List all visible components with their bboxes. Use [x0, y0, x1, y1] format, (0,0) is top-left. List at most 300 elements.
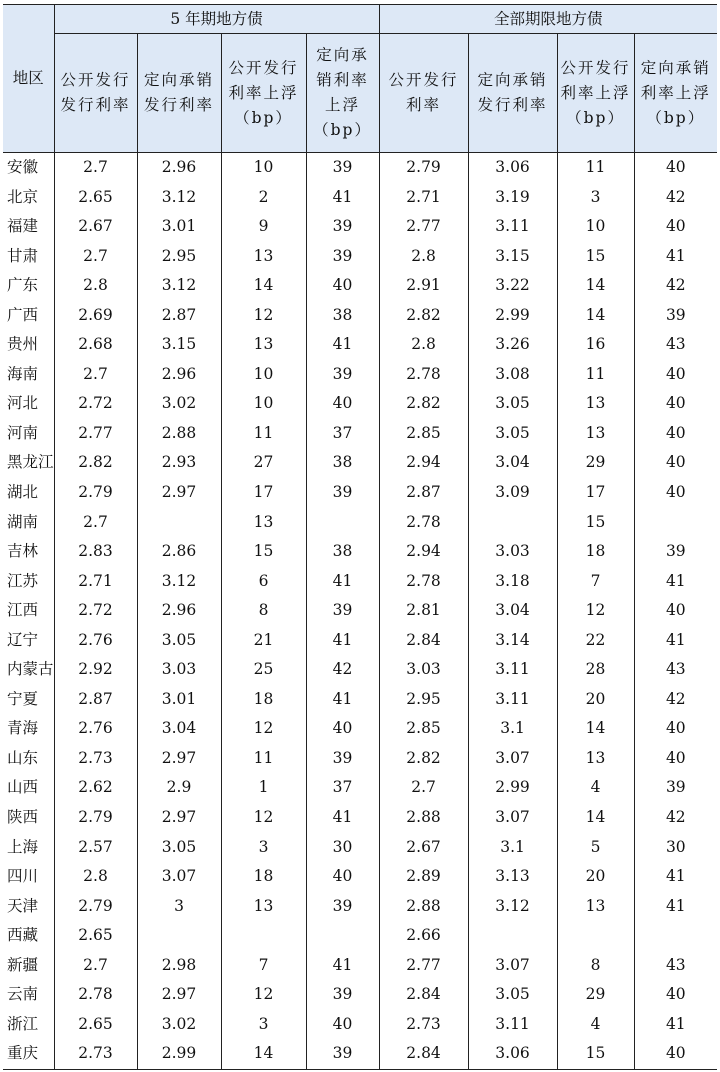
- value-cell: 2.82: [379, 389, 468, 419]
- value-cell: 2.57: [54, 833, 137, 863]
- value-cell: 3.14: [468, 626, 557, 656]
- value-cell: [306, 921, 379, 951]
- value-cell: 2.85: [379, 714, 468, 744]
- value-cell: 18: [557, 537, 634, 567]
- value-cell: 18: [221, 862, 306, 892]
- value-cell: [468, 508, 557, 538]
- value-cell: 2.87: [54, 685, 137, 715]
- value-cell: 3.09: [468, 478, 557, 508]
- value-cell: [137, 508, 221, 538]
- value-cell: [468, 921, 557, 951]
- region-cell: 湖北: [3, 478, 54, 508]
- value-cell: 13: [557, 419, 634, 449]
- value-cell: 2.66: [379, 921, 468, 951]
- value-cell: 7: [221, 951, 306, 981]
- region-cell: 安徽: [3, 153, 54, 183]
- value-cell: 3.07: [468, 744, 557, 774]
- region-cell: 江苏: [3, 567, 54, 597]
- value-cell: 7: [557, 567, 634, 597]
- value-cell: 3.26: [468, 330, 557, 360]
- value-cell: 5: [557, 833, 634, 863]
- value-cell: 2.7: [54, 242, 137, 272]
- region-cell: 重庆: [3, 1039, 54, 1069]
- value-cell: 37: [306, 419, 379, 449]
- value-cell: [634, 508, 717, 538]
- column-header-line: 定向承销: [477, 71, 548, 89]
- value-cell: 41: [665, 571, 686, 590]
- value-cell: 29: [557, 980, 634, 1010]
- value-cell: 2.73: [54, 744, 137, 774]
- value-cell: 3.1: [468, 833, 557, 863]
- value-cell: 2.93: [137, 448, 221, 478]
- value-cell: 3: [221, 833, 306, 863]
- value-cell: 3.06: [468, 1039, 557, 1069]
- value-cell: 2.79: [54, 478, 137, 508]
- table-body: [3, 153, 717, 1070]
- table-row: [3, 360, 717, 390]
- value-cell: 40: [665, 601, 686, 620]
- table-row: [3, 1010, 717, 1040]
- value-cell: 2.97: [137, 803, 221, 833]
- table-row: [3, 183, 717, 213]
- value-cell: 40: [306, 1010, 379, 1040]
- column-header-5: [379, 34, 468, 153]
- value-cell: 42: [665, 689, 686, 708]
- value-cell: 3.12: [137, 271, 221, 301]
- value-cell: 2: [221, 183, 306, 213]
- value-cell: 3.02: [137, 1010, 221, 1040]
- column-header-text: [380, 68, 468, 118]
- value-cell: 30: [665, 837, 686, 856]
- value-cell: 20: [557, 685, 634, 715]
- value-cell: 2.84: [379, 626, 468, 656]
- value-cell: 3.03: [137, 655, 221, 685]
- value-cell: 2.69: [54, 301, 137, 331]
- column-header-line: 利率上浮: [560, 83, 631, 102]
- value-cell: 3.01: [137, 685, 221, 715]
- value-cell: 27: [221, 448, 306, 478]
- region-cell: 福建: [3, 212, 54, 242]
- value-cell: 2.72: [54, 389, 137, 419]
- table-row: [3, 212, 717, 242]
- value-cell: 2.95: [137, 242, 221, 272]
- table-row: [3, 419, 717, 449]
- value-cell: 13: [557, 744, 634, 774]
- table-row: [3, 685, 717, 715]
- value-cell: 4: [557, 1010, 634, 1040]
- value-cell: 6: [221, 567, 306, 597]
- value-cell: 40: [634, 1039, 717, 1069]
- value-cell: 12: [221, 803, 306, 833]
- value-cell: 2.92: [54, 655, 137, 685]
- value-cell: 2.99: [468, 301, 557, 331]
- value-cell: 40: [665, 394, 686, 413]
- value-cell: 4: [557, 773, 634, 803]
- value-cell: [221, 921, 306, 951]
- column-header-1: [54, 34, 137, 153]
- value-cell: 41: [306, 626, 379, 656]
- table-row: [3, 567, 717, 597]
- table-row: [3, 508, 717, 538]
- value-cell: 2.8: [54, 862, 137, 892]
- value-cell: 2.88: [379, 892, 468, 922]
- column-header-text: [55, 68, 137, 118]
- value-cell: 39: [306, 744, 379, 774]
- value-cell: 2.68: [54, 330, 137, 360]
- value-cell: 3.07: [468, 951, 557, 981]
- value-cell: 2.87: [379, 478, 468, 508]
- value-cell: 2.82: [379, 744, 468, 774]
- value-cell: 12: [557, 596, 634, 626]
- value-cell: [306, 508, 379, 538]
- table-row: [3, 862, 717, 892]
- value-cell: 2.79: [54, 803, 137, 833]
- value-cell: 14: [557, 803, 634, 833]
- value-cell: 3.05: [468, 389, 557, 419]
- region-cell: 青海: [3, 714, 54, 744]
- value-cell: 3.1: [468, 714, 557, 744]
- table-row: [3, 655, 717, 685]
- value-cell: [634, 921, 717, 951]
- value-cell: 11: [557, 153, 634, 183]
- value-cell: 3.05: [468, 980, 557, 1010]
- column-header-line: 利率上浮: [228, 83, 299, 102]
- value-cell: 2.97: [137, 744, 221, 774]
- value-cell: 41: [665, 867, 686, 886]
- bond-rate-table-container: [3, 4, 717, 1070]
- value-cell: 17: [221, 478, 306, 508]
- value-cell: 2.73: [379, 1010, 468, 1040]
- value-cell: 42: [306, 655, 379, 685]
- value-cell: 38: [306, 537, 379, 567]
- value-cell: 14: [557, 714, 634, 744]
- value-cell: 2.78: [379, 508, 468, 538]
- value-cell: 2.88: [379, 803, 468, 833]
- column-header-line: （bp）: [313, 121, 372, 139]
- value-cell: 29: [557, 448, 634, 478]
- value-cell: 2.7: [54, 951, 137, 981]
- value-cell: 2.99: [468, 773, 557, 803]
- table-row: [3, 626, 717, 656]
- table-row: [3, 478, 717, 508]
- value-cell: 41: [306, 330, 379, 360]
- value-cell: 3.11: [468, 685, 557, 715]
- value-cell: 39: [306, 212, 379, 242]
- value-cell: 2.71: [54, 567, 137, 597]
- column-header-line: 定向承销: [640, 58, 711, 77]
- value-cell: 3: [137, 892, 221, 922]
- value-cell: 43: [665, 955, 686, 974]
- table-row: [3, 951, 717, 981]
- value-cell: 14: [557, 271, 634, 301]
- group-header-5yr: 5 年期地方债: [54, 5, 379, 34]
- value-cell: 2.98: [137, 951, 221, 981]
- value-cell: 2.7: [54, 360, 137, 390]
- value-cell: 11: [221, 744, 306, 774]
- region-cell: 贵州: [3, 330, 54, 360]
- column-header-6: [468, 34, 557, 153]
- value-cell: 22: [557, 626, 634, 656]
- value-cell: 2.94: [379, 537, 468, 567]
- value-cell: 2.65: [54, 921, 137, 951]
- value-cell: 39: [306, 596, 379, 626]
- value-cell: 40: [306, 389, 379, 419]
- value-cell: 37: [306, 773, 379, 803]
- value-cell: 13: [557, 892, 634, 922]
- region-cell: 山西: [3, 773, 54, 803]
- region-cell: 西藏: [3, 921, 54, 951]
- region-cell: 河南: [3, 419, 54, 449]
- value-cell: 15: [557, 1039, 634, 1069]
- value-cell: 2.86: [137, 537, 221, 567]
- column-header-line: 利率上浮: [640, 83, 711, 102]
- region-cell: 吉林: [3, 537, 54, 567]
- value-cell: [557, 921, 634, 951]
- column-header-line: 上浮: [325, 96, 361, 114]
- column-header-line: （bp）: [234, 108, 293, 127]
- region-cell: 内蒙古: [3, 655, 54, 685]
- value-cell: 2.62: [54, 773, 137, 803]
- value-cell: 40: [665, 748, 686, 767]
- value-cell: 3.11: [468, 212, 557, 242]
- value-cell: 2.8: [379, 330, 468, 360]
- value-cell: 30: [306, 833, 379, 863]
- value-cell: 3.04: [468, 596, 557, 626]
- value-cell: 3.18: [468, 567, 557, 597]
- value-cell: 3.01: [137, 212, 221, 242]
- region-cell: 宁夏: [3, 685, 54, 715]
- value-cell: 11: [221, 419, 306, 449]
- value-cell: 40: [665, 453, 686, 472]
- value-cell: 15: [557, 508, 634, 538]
- table-row: [3, 596, 717, 626]
- value-cell: 28: [557, 655, 634, 685]
- column-header-line: （bp）: [646, 108, 706, 127]
- value-cell: 10: [221, 360, 306, 390]
- value-cell: 13: [557, 389, 634, 419]
- value-cell: 2.7: [54, 153, 137, 183]
- value-cell: 41: [306, 567, 379, 597]
- value-cell: 3: [557, 183, 634, 213]
- value-cell: 8: [557, 951, 634, 981]
- value-cell: 3.12: [137, 567, 221, 597]
- subheader-row: [3, 34, 717, 153]
- value-cell: 3.03: [379, 655, 468, 685]
- value-cell: 3.03: [468, 537, 557, 567]
- value-cell: 2.84: [379, 980, 468, 1010]
- region-cell: 浙江: [3, 1010, 54, 1040]
- column-header-text: [138, 68, 221, 118]
- value-cell: 2.85: [379, 419, 468, 449]
- table-row: [3, 773, 717, 803]
- region-cell: 广西: [3, 301, 54, 331]
- value-cell: 38: [306, 448, 379, 478]
- table-row: [3, 803, 717, 833]
- value-cell: 39: [306, 980, 379, 1010]
- value-cell: 2.97: [137, 980, 221, 1010]
- value-cell: 3.15: [468, 242, 557, 272]
- value-cell: 40: [665, 985, 686, 1004]
- value-cell: 3.05: [137, 833, 221, 863]
- region-cell: 新疆: [3, 951, 54, 981]
- value-cell: 2.95: [379, 685, 468, 715]
- column-header-line: 发行利率: [60, 96, 131, 114]
- column-header-line: 公开发行: [560, 58, 631, 77]
- region-cell: 上海: [3, 833, 54, 863]
- value-cell: 1: [221, 773, 306, 803]
- column-header-line: 发行利率: [477, 96, 548, 114]
- value-cell: 2.83: [54, 537, 137, 567]
- column-header-text: [307, 43, 379, 143]
- region-cell: 甘肃: [3, 242, 54, 272]
- value-cell: 2.96: [137, 360, 221, 390]
- table-row: [3, 833, 717, 863]
- value-cell: 2.79: [379, 153, 468, 183]
- value-cell: 42: [665, 276, 686, 295]
- column-header-line: 利率: [406, 96, 442, 114]
- column-header-line: （bp）: [566, 108, 625, 127]
- value-cell: 12: [221, 980, 306, 1010]
- value-cell: 2.79: [54, 892, 137, 922]
- table-row: [3, 389, 717, 419]
- value-cell: 39: [306, 892, 379, 922]
- value-cell: 8: [221, 596, 306, 626]
- value-cell: 2.7: [54, 508, 137, 538]
- value-cell: 40: [665, 364, 686, 383]
- value-cell: 2.89: [379, 862, 468, 892]
- value-cell: 2.84: [379, 1039, 468, 1069]
- value-cell: 39: [306, 242, 379, 272]
- value-cell: 3.11: [468, 1010, 557, 1040]
- value-cell: 39: [306, 360, 379, 390]
- table-row: [3, 714, 717, 744]
- table-header: [3, 5, 717, 153]
- region-cell: 广东: [3, 271, 54, 301]
- region-header: [3, 5, 54, 153]
- column-header-8: [634, 34, 717, 153]
- value-cell: 25: [221, 655, 306, 685]
- value-cell: 41: [306, 183, 379, 213]
- column-header-3: [221, 34, 306, 153]
- column-header-text: [558, 56, 634, 131]
- value-cell: 15: [221, 537, 306, 567]
- value-cell: 9: [221, 212, 306, 242]
- region-cell: 天津: [3, 892, 54, 922]
- value-cell: 10: [221, 153, 306, 183]
- value-cell: 13: [221, 892, 306, 922]
- region-cell: 四川: [3, 862, 54, 892]
- value-cell: 2.77: [379, 212, 468, 242]
- value-cell: 2.7: [379, 773, 468, 803]
- value-cell: 41: [665, 246, 686, 265]
- value-cell: 17: [557, 478, 634, 508]
- value-cell: 40: [306, 862, 379, 892]
- region-cell: 辽宁: [3, 626, 54, 656]
- value-cell: 38: [306, 301, 379, 331]
- value-cell: 41: [665, 630, 686, 649]
- column-header-line: 公开发行: [60, 71, 131, 89]
- value-cell: 12: [221, 714, 306, 744]
- value-cell: 20: [557, 862, 634, 892]
- value-cell: 3.07: [137, 862, 221, 892]
- value-cell: 40: [306, 271, 379, 301]
- region-header-label: 地区: [12, 69, 44, 87]
- value-cell: 2.65: [54, 1010, 137, 1040]
- column-header-7: [557, 34, 634, 153]
- value-cell: 43: [665, 335, 686, 354]
- value-cell: 21: [221, 626, 306, 656]
- region-cell: 海南: [3, 360, 54, 390]
- region-cell: 河北: [3, 389, 54, 419]
- table-row: [3, 330, 717, 360]
- value-cell: 2.9: [137, 773, 221, 803]
- value-cell: 2.78: [54, 980, 137, 1010]
- value-cell: 14: [557, 301, 634, 331]
- table-row: [3, 537, 717, 567]
- value-cell: 41: [665, 896, 686, 915]
- value-cell: 2.81: [379, 596, 468, 626]
- region-cell: 陕西: [3, 803, 54, 833]
- value-cell: 40: [665, 483, 686, 502]
- value-cell: 41: [665, 1014, 686, 1033]
- value-cell: 2.87: [137, 301, 221, 331]
- value-cell: 2.91: [379, 271, 468, 301]
- table-row: [3, 980, 717, 1010]
- value-cell: 18: [221, 685, 306, 715]
- value-cell: 3.05: [137, 626, 221, 656]
- region-cell: 山东: [3, 744, 54, 774]
- value-cell: 39: [665, 305, 686, 324]
- value-cell: 2.77: [379, 951, 468, 981]
- value-cell: 3.11: [468, 655, 557, 685]
- column-header-line: 公开发行: [228, 58, 299, 77]
- value-cell: 2.94: [379, 448, 468, 478]
- region-cell: 黑龙江: [3, 448, 54, 478]
- bond-rate-table: [3, 4, 717, 1070]
- column-header-line: 发行利率: [143, 96, 214, 114]
- value-cell: 2.76: [54, 626, 137, 656]
- value-cell: 39: [665, 542, 686, 561]
- value-cell: 2.8: [54, 271, 137, 301]
- value-cell: 3.22: [468, 271, 557, 301]
- region-cell: 湖南: [3, 508, 54, 538]
- column-header-line: 定向承: [316, 46, 369, 64]
- column-header-text: [469, 68, 557, 118]
- value-cell: 39: [306, 1039, 379, 1069]
- value-cell: 12: [221, 301, 306, 331]
- value-cell: 39: [306, 153, 379, 183]
- table-row: [3, 271, 717, 301]
- region-cell: 江西: [3, 596, 54, 626]
- value-cell: 3.07: [468, 803, 557, 833]
- value-cell: 3.12: [468, 892, 557, 922]
- value-cell: 40: [306, 714, 379, 744]
- value-cell: 2.99: [137, 1039, 221, 1069]
- value-cell: 2.82: [379, 301, 468, 331]
- value-cell: 2.65: [54, 183, 137, 213]
- value-cell: 2.96: [137, 596, 221, 626]
- value-cell: 2.78: [379, 567, 468, 597]
- value-cell: 42: [665, 808, 686, 827]
- value-cell: 2.67: [379, 833, 468, 863]
- value-cell: 3.13: [468, 862, 557, 892]
- column-header-line: 公开发行: [388, 71, 459, 89]
- column-header-text: [222, 56, 306, 131]
- value-cell: 15: [557, 242, 634, 272]
- value-cell: 2.88: [137, 419, 221, 449]
- column-header-4: [306, 34, 379, 153]
- value-cell: 2.67: [54, 212, 137, 242]
